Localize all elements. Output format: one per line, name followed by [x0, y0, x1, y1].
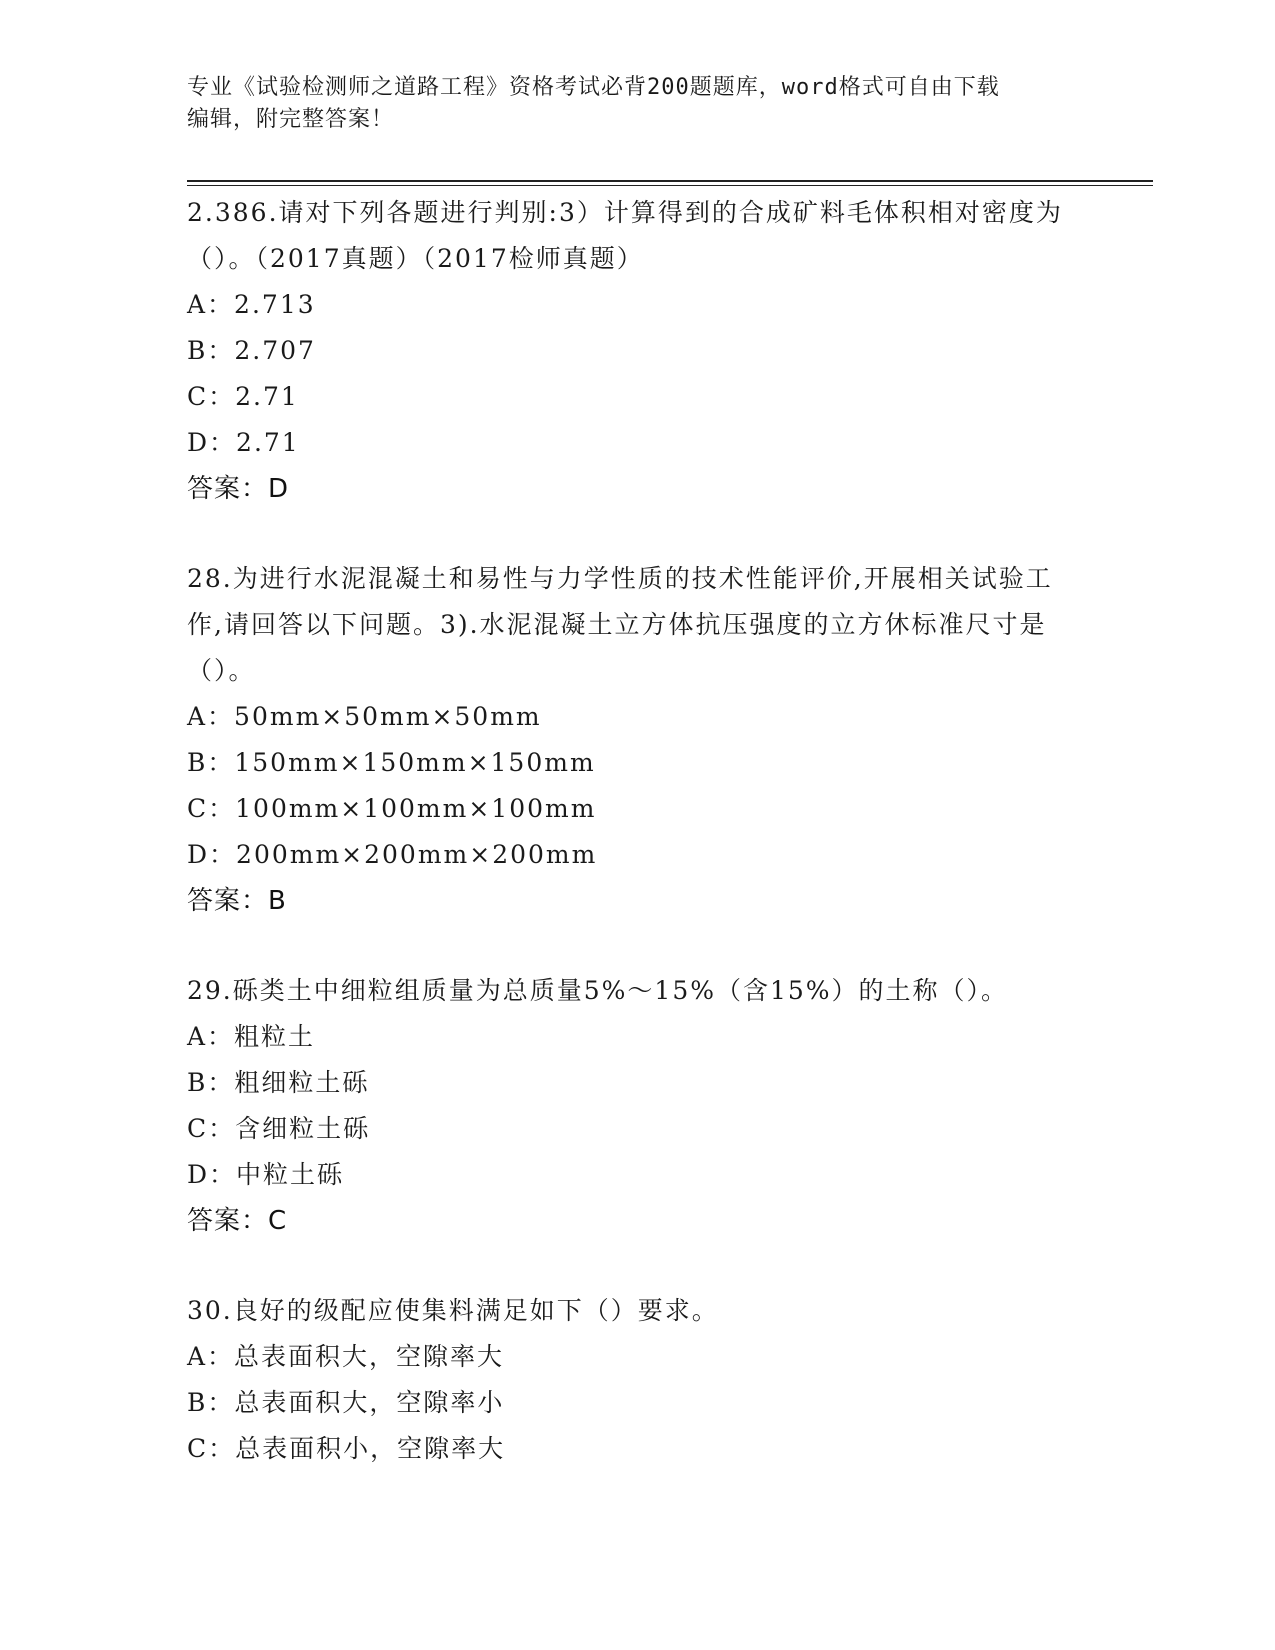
- question-gap: [187, 924, 1067, 968]
- question-stem: 30.良好的级配应使集料满足如下（）要求。: [187, 1296, 719, 1325]
- question-block: [187, 190, 1067, 512]
- document-header: [187, 72, 1067, 136]
- option-a: A：2.713: [187, 290, 316, 319]
- question-block: [187, 1288, 1067, 1472]
- question-gap: [187, 512, 1067, 556]
- header-line-2: 编辑，附完整答案！: [187, 107, 395, 132]
- question-block: [187, 556, 1067, 924]
- option-a: A：粗粒土: [187, 1022, 316, 1051]
- option-c: C：2.71: [187, 382, 299, 411]
- question-stem: 2.386.请对下列各题进行判别:3）计算得到的合成矿料毛体积相对密度为（）。（2017真题）（2017检师真题）: [187, 198, 1063, 273]
- answer: 答案：D: [187, 474, 290, 504]
- option-c: C：总表面积小，空隙率大: [187, 1434, 506, 1463]
- option-c: C：100mm×100mm×100mm: [187, 794, 597, 823]
- option-b: B：150mm×150mm×150mm: [187, 748, 596, 777]
- option-b: B：总表面积大，空隙率小: [187, 1388, 505, 1417]
- answer: 答案：B: [187, 886, 287, 916]
- option-d: D：中粒土砾: [187, 1160, 345, 1189]
- option-b: B：2.707: [187, 336, 316, 365]
- option-a: A：50mm×50mm×50mm: [187, 702, 542, 731]
- option-d: D：2.71: [187, 428, 300, 457]
- option-d: D：200mm×200mm×200mm: [187, 840, 598, 869]
- question-list: [187, 190, 1067, 1472]
- question-stem: 28.为进行水泥混凝土和易性与力学性质的技术性能评价,开展相关试验工作,请回答以下问题。3).水泥混凝土立方体抗压强度的立方休标准尺寸是（）。: [187, 564, 1053, 685]
- option-c: C：含细粒土砾: [187, 1114, 371, 1143]
- option-b: B：粗细粒土砾: [187, 1068, 370, 1097]
- option-a: A：总表面积大，空隙率大: [187, 1342, 505, 1371]
- question-block: [187, 968, 1067, 1244]
- header-divider-thin: [187, 185, 1153, 186]
- answer: 答案：C: [187, 1206, 288, 1236]
- header-line-1: 专业《试验检测师之道路工程》资格考试必背200题题库，word格式可自由下载: [187, 75, 1000, 100]
- question-stem: 29.砾类土中细粒组质量为总质量5%～15%（含15%）的土称（）。: [187, 976, 1009, 1005]
- header-divider-thick: [187, 180, 1153, 182]
- question-gap: [187, 1244, 1067, 1288]
